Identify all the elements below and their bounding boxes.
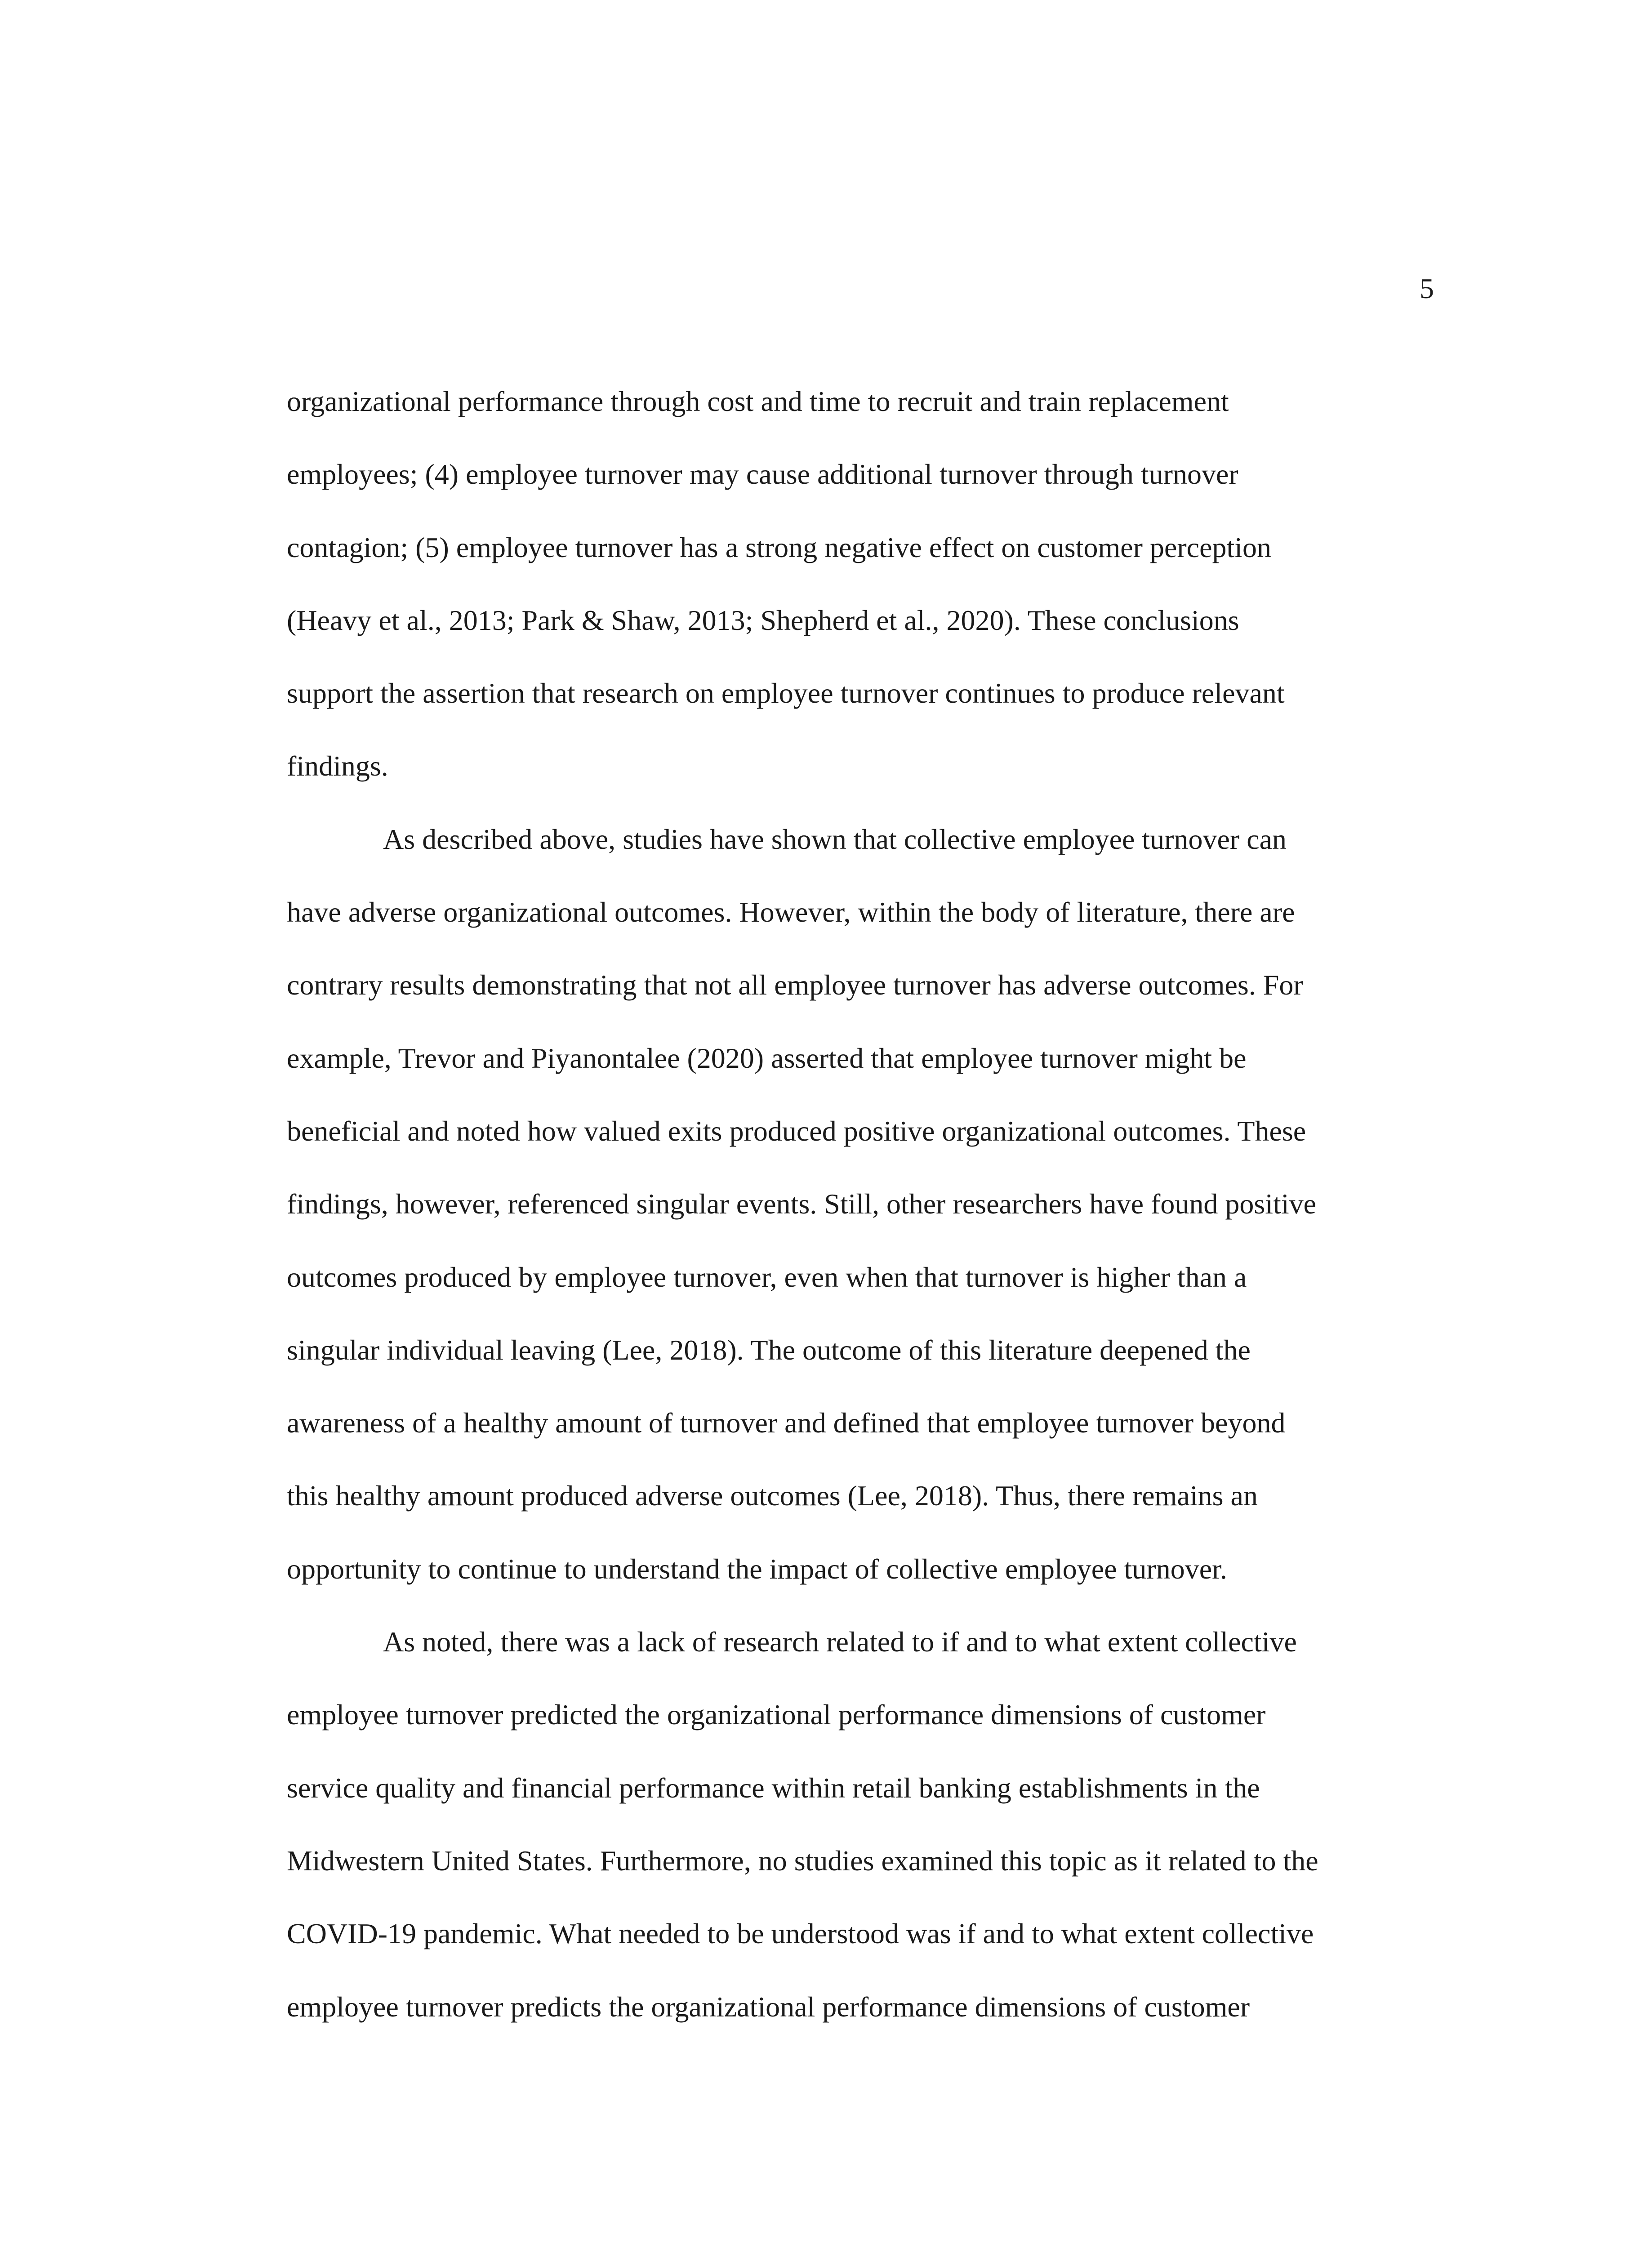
text-line: beneficial and noted how valued exits produced positive organizational outcomes. These xyxy=(287,1115,1306,1147)
text-line: contrary results demonstrating that not all employee turnover has adverse outcomes. For xyxy=(287,969,1303,1001)
text-line: Midwestern United States. Furthermore, no studies examined this topic as it related to the xyxy=(287,1844,1318,1877)
text-line: COVID-19 pandemic. What needed to be understood was if and to what extent collective xyxy=(287,1918,1314,1950)
text-line: employees; (4) employee turnover may cause additional turnover through turnover xyxy=(287,458,1238,491)
text-line: service quality and financial performance within retail banking establishments in the xyxy=(287,1771,1260,1804)
text-line: employee turnover predicts the organizational performance dimensions of customer xyxy=(287,1990,1250,2023)
text-line: findings, however, referenced singular events. Still, other researchers have found positive xyxy=(287,1188,1316,1220)
text-line: example, Trevor and Piyanontalee (2020) asserted that employee turnover might be xyxy=(287,1042,1247,1074)
body-text xyxy=(287,365,1318,2043)
text-line: (Heavy et al., 2013; Park & Shaw, 2013; Shepherd et al., 2020). These conclusions xyxy=(287,604,1239,636)
text-line: findings. xyxy=(287,750,388,782)
text-line: singular individual leaving (Lee, 2018). The outcome of this literature deepened the xyxy=(287,1334,1251,1366)
paragraph-first-line: As noted, there was a lack of research related to if and to what extent collective xyxy=(383,1626,1297,1658)
text-line: employee turnover predicted the organizational performance dimensions of customer xyxy=(287,1699,1266,1731)
page-number: 5 xyxy=(1420,272,1434,304)
paragraph-first-line: As described above, studies have shown that collective employee turnover can xyxy=(383,823,1287,855)
text-line: support the assertion that research on employee turnover continues to produce relevant xyxy=(287,677,1285,709)
text-line: organizational performance through cost and time to recruit and train replacement xyxy=(287,385,1229,417)
text-line: awareness of a healthy amount of turnover and defined that employee turnover beyond xyxy=(287,1407,1286,1439)
text-line: opportunity to continue to understand the impact of collective employee turnover. xyxy=(287,1552,1227,1585)
text-line: contagion; (5) employee turnover has a strong negative effect on customer perception xyxy=(287,531,1272,563)
text-line: outcomes produced by employee turnover, even when that turnover is higher than a xyxy=(287,1261,1247,1293)
text-line: have adverse organizational outcomes. However, within the body of literature, there are xyxy=(287,896,1295,928)
text-line: this healthy amount produced adverse outcomes (Lee, 2018). Thus, there remains an xyxy=(287,1480,1258,1512)
